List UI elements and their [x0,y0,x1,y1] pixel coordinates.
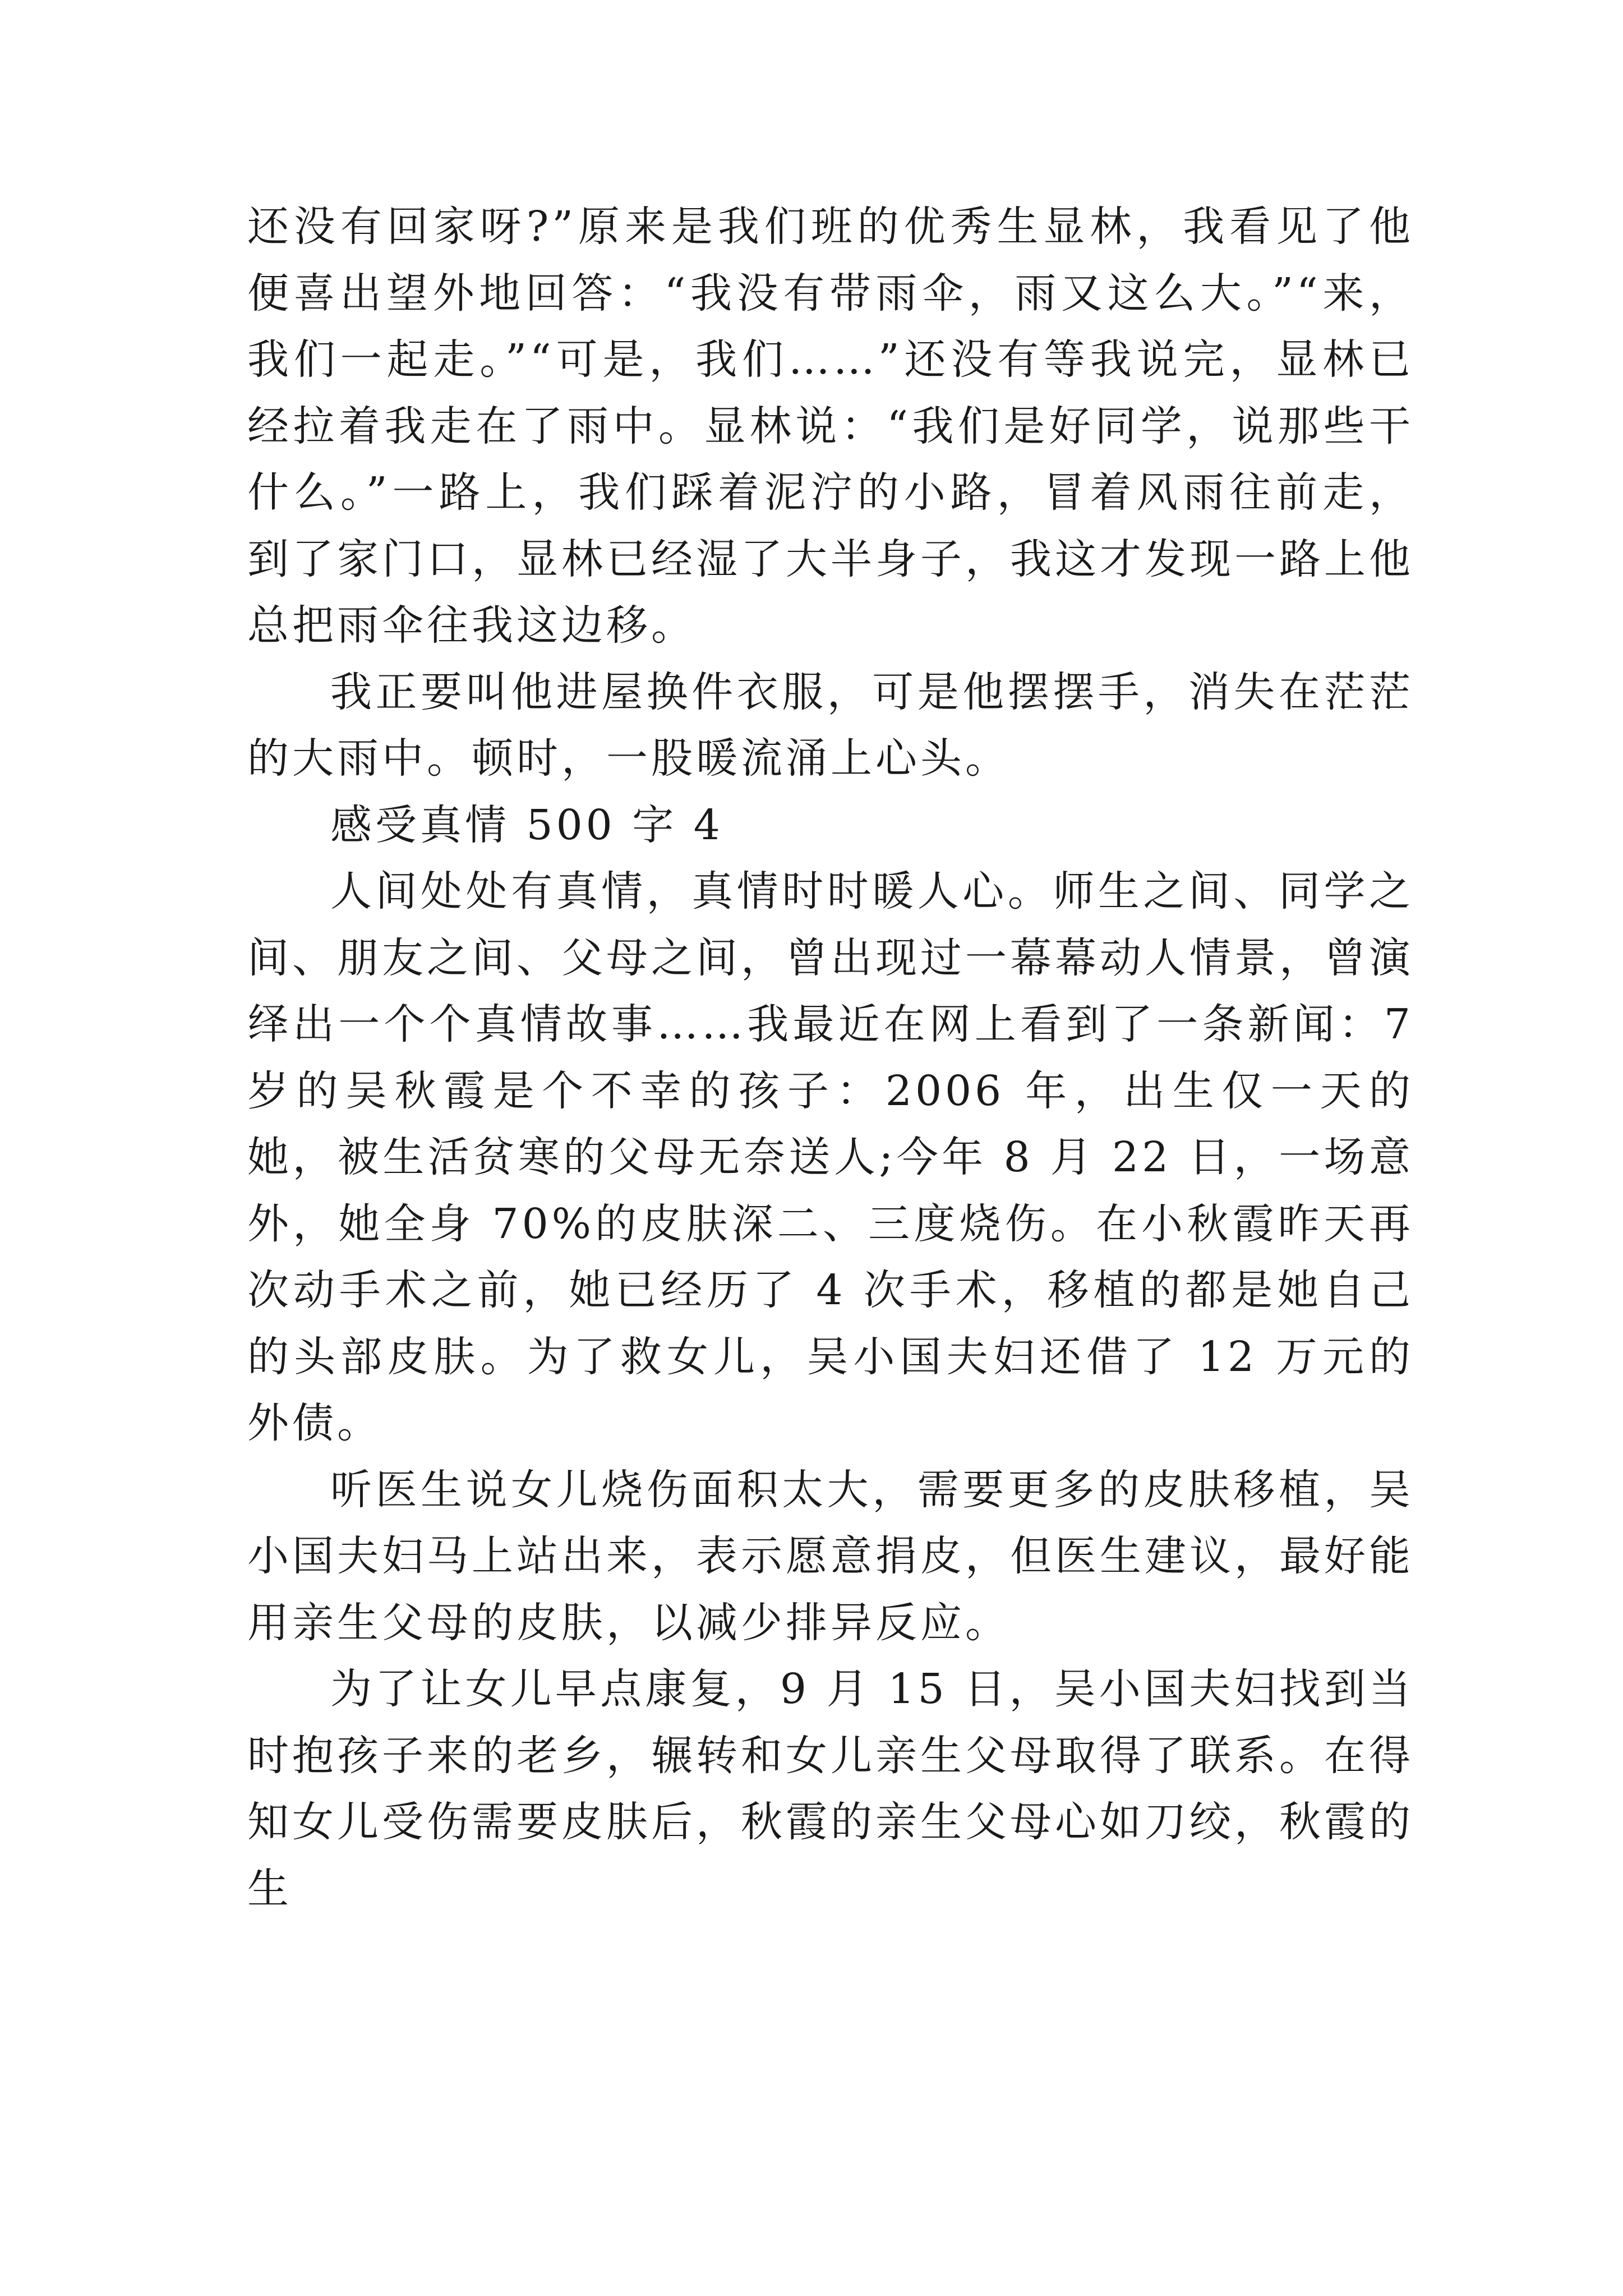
document-body [247,194,1414,1922]
paragraph-5: 为了让女儿早点康复，9 月 15 日，吴小国夫妇找到当时抱孩子来的老乡，辗转和女儿亲生父母取得了联系。在得知女儿受伤需要皮肤后，秋霞的亲生父母心如刀绞，秋霞的生 [247,1665,1414,1913]
section-heading: 感受真情 500 字 4 [330,800,723,849]
paragraph-2: 我正要叫他进屋换件衣服，可是他摆摆手，消失在茫茫的大雨中。顿时，一股暖流涌上心头。 [247,668,1414,783]
paragraph-3: 人间处处有真情，真情时时暖人心。师生之间、同学之间、朋友之间、父母之间，曾出现过一幕幕动人情景，曾演绎出一个个真情故事……我最近在网上看到了一条新闻：7 岁的吴秋霞是个不幸的孩子：2006 年，出生仅一天的她，被生活贫寒的父母无奈送人;今年 8 月 22 日，一场意外，她全身 70%的皮肤深二、三度烧伤。在小秋霞昨天再次动手术之前，她已经历了 4 次手术，移植的都是她自己的头部皮肤。为了救女儿，吴小国夫妇还借了 12 万元的外债。 [247,867,1414,1447]
paragraph-4: 听医生说女儿烧伤面积太大，需要更多的皮肤移植，吴小国夫妇马上站出来，表示愿意捐皮，但医生建议，最好能用亲生父母的皮肤，以减少排异反应。 [247,1465,1414,1647]
paragraph-1: 还没有回家呀?”原来是我们班的优秀生显林，我看见了他便喜出望外地回答：“我没有带雨伞，雨又这么大。”“来，我们一起走。”“可是，我们……”还没有等我说完，显林已经拉着我走在了雨中。显林说：“我们是好同学，说那些干什么。”一路上，我们踩着泥泞的小路，冒着风雨往前走，到了家门口，显林已经湿了大半身子，我这才发现一路上他总把雨伞往我这边移。 [247,203,1414,650]
